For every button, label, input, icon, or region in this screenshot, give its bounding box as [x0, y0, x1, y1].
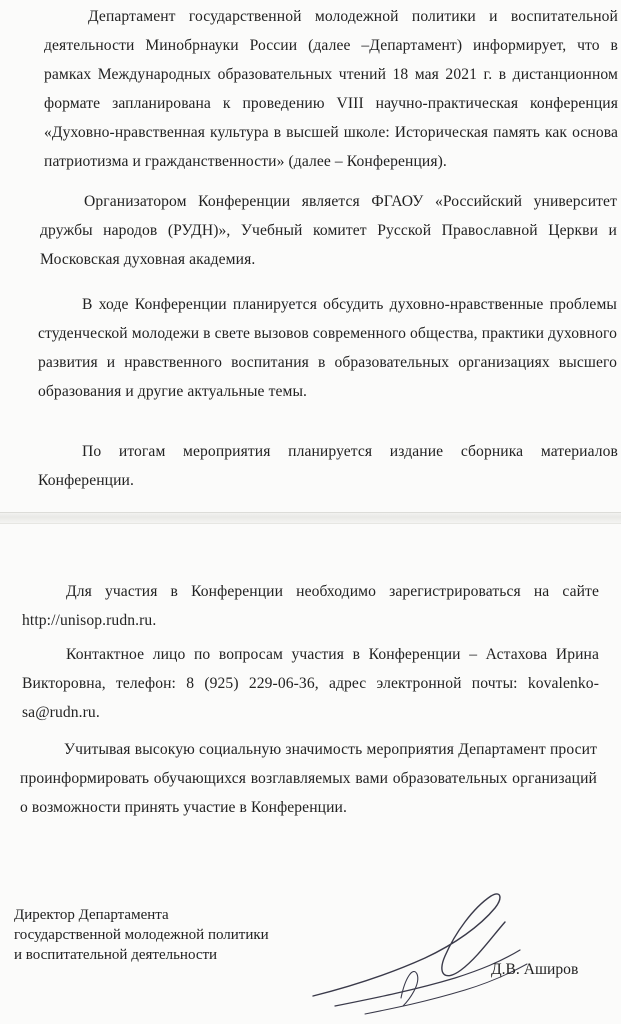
paragraph-proceedings: По итогам мероприятия планируется издание сборника материалов Конференции. — [38, 443, 618, 489]
signatory-title-line: государственной молодежной политики — [14, 927, 269, 943]
signatory-title-line: Директор Департамента — [14, 907, 169, 923]
signatory-name: Д.В. Аширов — [491, 961, 579, 978]
paragraph-request: Учитывая высокую социальную значимость мероприятия Департамент просит проинформировать обучающихся возглавляемых вами образовательных организаций о возможности принять участие в Конференции. — [20, 741, 597, 816]
paragraph-announcement: Департамент государственной молодежной политики и воспитательной деятельности Минобрнауки России (далее –Департамент) информирует, что в рамках Международных образовательных чтений 18 мая 2021 г. в дистанционном формате запланирована к проведению VIII научно-практическая конференция «Духовно-нравственная культура в высшей школе: Историческая память как основа патриотизма и гражданственности» (далее – Конференция). — [44, 8, 618, 170]
paragraph-registration: Для участия в Конференции необходимо зарегистрироваться на сайте http://unisop.rudn.ru. — [22, 583, 599, 629]
handwritten-signature-icon — [305, 878, 545, 1028]
page-seam-divider — [0, 512, 621, 524]
paragraph-topics: В ходе Конференции планируется обсудить духовно-нравственные проблемы студенческой молодежи в свете вызовов современного общества, практики духовного развития и нравственного воспитания в образовательных организациях высшего образования и другие актуальные темы. — [38, 296, 617, 400]
signatory-title — [14, 905, 269, 965]
signatory-title-line: и воспитательной деятельности — [14, 947, 218, 963]
paragraph-contact: Контактное лицо по вопросам участия в Конференции – Астахова Ирина Викторовна, телефон: 8 (925) 229-06-36, адрес электронной почты: kovalenko-sa@rudn.ru. — [22, 646, 599, 721]
paragraph-organizers: Организатором Конференции является ФГАОУ «Российский университет дружбы народов (РУДН)», Учебный комитет Русской Православной Церкви и Московская духовная академия. — [40, 193, 617, 268]
